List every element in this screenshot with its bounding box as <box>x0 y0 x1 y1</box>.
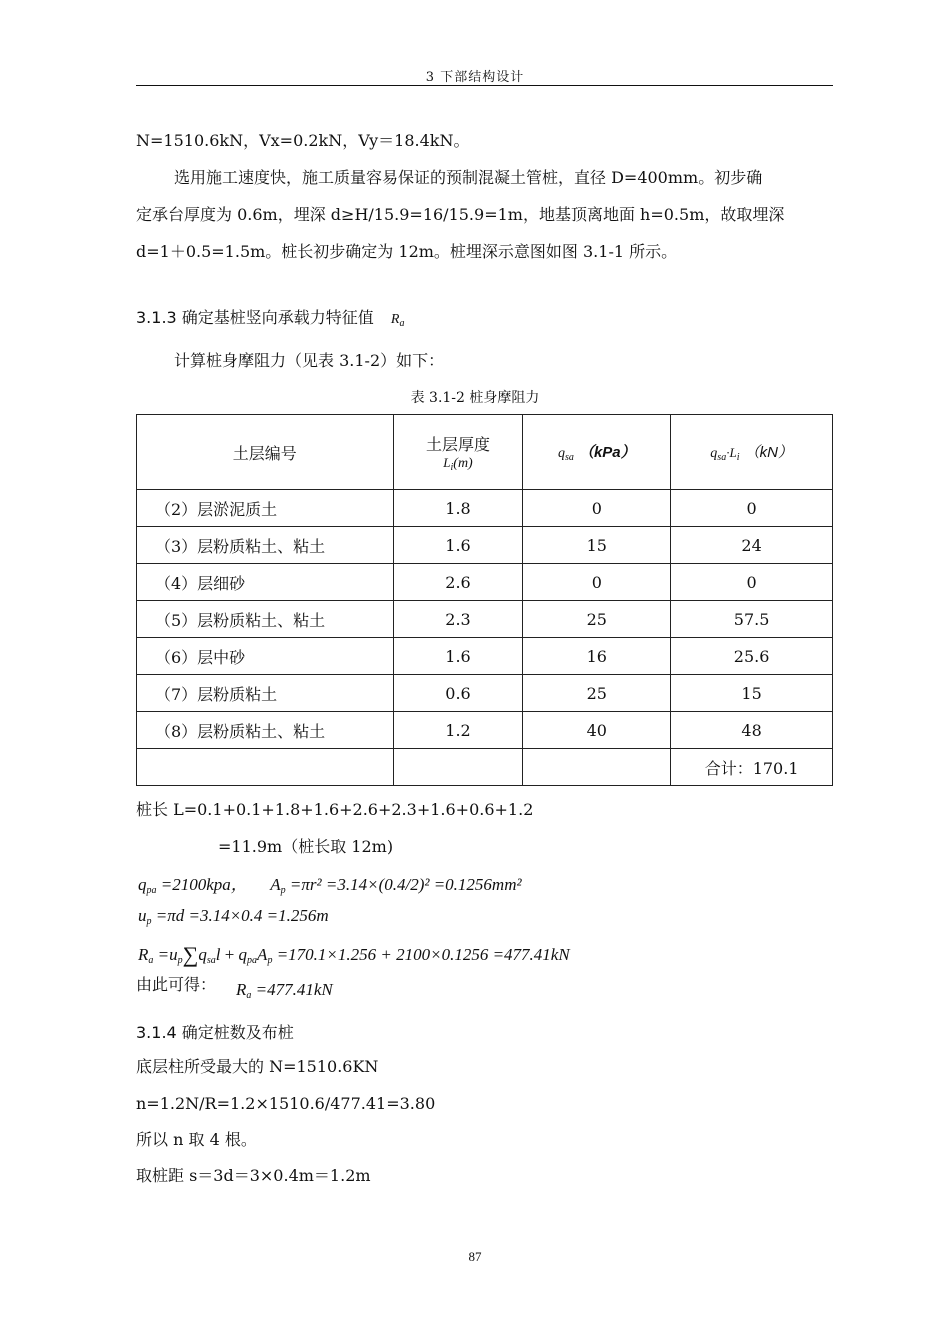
running-header: 3 下部结构设计 <box>425 70 525 85</box>
cell-qsa: 0 <box>523 564 671 601</box>
cell-thickness: 1.2 <box>393 712 523 749</box>
cell-product: 24 <box>671 527 833 564</box>
cell-thickness: 1.8 <box>393 490 523 527</box>
paragraph-line-3: d=1＋0.5=1.5m。桩长初步确定为 12m。桩埋深示意图如图 3.1-1 所示。 <box>136 242 678 261</box>
result-label: 由此可得： <box>136 975 217 994</box>
cell-thickness: 2.3 <box>393 601 523 638</box>
paragraph-line-1: 选用施工速度快，施工质量容易保证的预制混凝土管桩，直径 D=400mm。初步确 <box>174 168 763 187</box>
table-row <box>137 564 833 601</box>
ap-value: =πr² =3.14×(0.4/2)² =0.1256mm² <box>289 875 522 894</box>
cell-thickness: 1.6 <box>393 527 523 564</box>
table-row <box>137 490 833 527</box>
cell-layer: （4）层细砂 <box>137 564 394 601</box>
ra-value: =170.1×1.256 + 2100×0.1256 =477.41kN <box>276 945 570 964</box>
table-row <box>137 601 833 638</box>
forces-line: N=1510.6kN，Vx=0.2kN，Vy＝18.4kN。 <box>136 131 470 150</box>
table-row <box>137 675 833 712</box>
equation-ra: $R_a =u_p\sum q_{sa}l + q_{pa}A_p =170.1\times 1.256 + 2100\times 0.1256 =477.41kN$ <box>138 942 570 967</box>
paragraph-line-2: 定承台厚度为 0.6m，埋深 d≥H/15.9=16/15.9=1m，地基顶离地面 h=0.5m，故取埋深 <box>136 205 785 224</box>
cell-thickness: 1.6 <box>393 638 523 675</box>
table-row <box>137 638 833 675</box>
up-value: =πd =3.14×0.4 =1.256m <box>155 906 329 925</box>
header-layer-id: 土层编号 <box>137 415 394 490</box>
cell-layer: （3）层粉质粘土、粘土 <box>137 527 394 564</box>
page-number: 87 <box>468 1249 482 1264</box>
section314-line-2: n=1.2N/R=1.2×1510.6/477.41=3.80 <box>136 1094 436 1113</box>
qpa-value: =2100kpa， <box>160 875 248 894</box>
header-thickness: 土层厚度 $L_i(m)$ <box>393 415 523 490</box>
section-heading-313-text: 3.1.3 确定基桩竖向承载力特征值 <box>136 308 374 327</box>
table-row <box>137 712 833 749</box>
pile-length-line-2: =11.9m（桩长取 12m) <box>218 837 394 856</box>
section314-line-3: 所以 n 取 4 根。 <box>136 1130 257 1149</box>
section-heading-313 <box>136 305 404 329</box>
table-row <box>137 527 833 564</box>
table-caption: 表 3.1-2 桩身摩阻力 <box>410 390 540 406</box>
equation-qpa-ap: $q_{pa} =2100kpa$， $A_p =\pi r^2 =3.14\times(0.4/2)^2 =0.1256mm^2$ <box>138 875 522 896</box>
cell-layer: （8）层粉质粘土、粘土 <box>137 712 394 749</box>
cell-product: 0 <box>671 490 833 527</box>
calc-intro: 计算桩身摩阻力（见表 3.1-2）如下： <box>174 351 445 370</box>
cell-layer: （6）层中砂 <box>137 638 394 675</box>
cell-product: 15 <box>671 675 833 712</box>
cell-qsa: 25 <box>523 675 671 712</box>
header-rule <box>136 85 833 86</box>
cell-layer: （5）层粉质粘土、粘土 <box>137 601 394 638</box>
ra-symbol: $R_a$ <box>390 312 405 329</box>
section314-line-4: 取桩距 s＝3d＝3×0.4m＝1.2m <box>136 1166 371 1185</box>
cell-product: 25.6 <box>671 638 833 675</box>
cell-product: 48 <box>671 712 833 749</box>
equation-result: $R_a =477.41kN$ <box>236 980 333 1001</box>
cell-product: 57.5 <box>671 601 833 638</box>
cell-thickness: 2.6 <box>393 564 523 601</box>
cell-qsa: 0 <box>523 490 671 527</box>
friction-table <box>136 414 833 786</box>
cell-empty <box>523 749 671 786</box>
section314-line-1: 底层柱所受最大的 N=1510.6KN <box>136 1057 379 1076</box>
cell-qsa: 25 <box>523 601 671 638</box>
cell-empty <box>137 749 394 786</box>
cell-qsa: 16 <box>523 638 671 675</box>
header-qsa-li: $q_{sa}\cdot L_i$ （kN） <box>671 415 833 490</box>
cell-qsa: 15 <box>523 527 671 564</box>
header-qsa: $q_{sa}$ （kPa） <box>523 415 671 490</box>
cell-empty <box>393 749 523 786</box>
table-header-row <box>137 415 833 490</box>
result-value: =477.41kN <box>255 980 333 999</box>
cell-layer: （2）层淤泥质土 <box>137 490 394 527</box>
cell-layer: （7）层粉质粘土 <box>137 675 394 712</box>
section-heading-314: 3.1.4 确定桩数及布桩 <box>136 1023 294 1042</box>
cell-thickness: 0.6 <box>393 675 523 712</box>
cell-qsa: 40 <box>523 712 671 749</box>
cell-product: 0 <box>671 564 833 601</box>
pile-length-line-1: 桩长 L=0.1+0.1+1.8+1.6+2.6+2.3+1.6+0.6+1.2 <box>136 800 534 819</box>
table-total-row <box>137 749 833 786</box>
cell-total: 合计：170.1 <box>671 749 833 786</box>
equation-up: $u_p =\pi d =3.14\times 0.4 =1.256m$ <box>138 906 329 927</box>
